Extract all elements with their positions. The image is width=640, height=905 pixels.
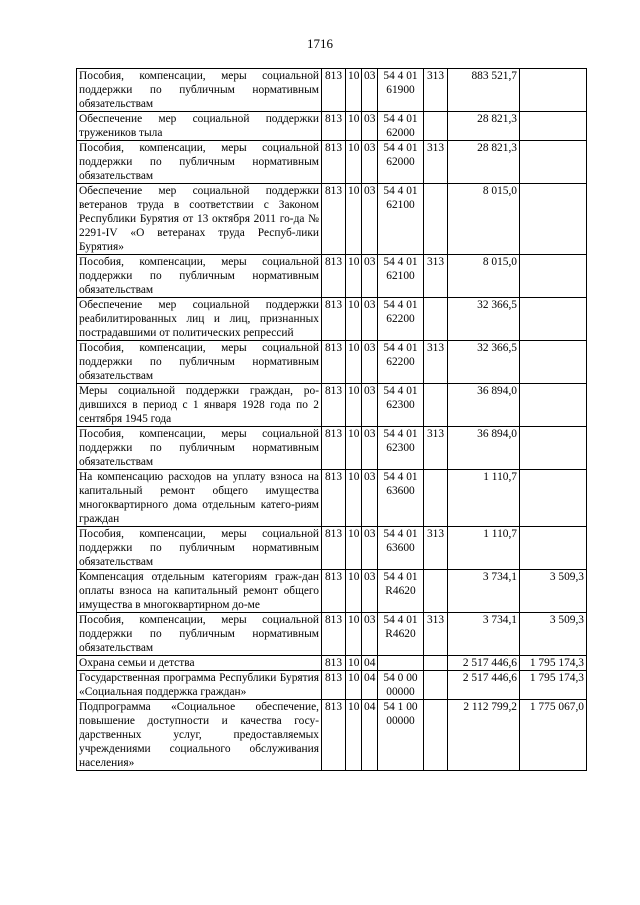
row-name: Государственная программа Республики Бурятия «Социальная поддержка граждан»	[77, 671, 322, 700]
target-article-code: 54 4 01 62200	[378, 298, 424, 341]
row-name: Пособия, компенсации, меры социальной поддержки по публичным нормативным обязательствам	[77, 141, 322, 184]
section-code: 10	[346, 184, 362, 255]
subsection-code: 03	[362, 69, 378, 112]
budget-table	[76, 68, 587, 771]
row-name: Меры социальной поддержки граждан, ро-дившихся в период с 1 января 1928 года по 2 сентября 1945 года	[77, 384, 322, 427]
table-row	[77, 613, 587, 656]
section-code: 10	[346, 470, 362, 527]
amount-total: 883 521,7	[448, 69, 520, 112]
table-row	[77, 112, 587, 141]
amount-total: 28 821,3	[448, 112, 520, 141]
table-row	[77, 184, 587, 255]
subsection-code: 03	[362, 184, 378, 255]
table-row	[77, 141, 587, 184]
table-row	[77, 298, 587, 341]
table-row	[77, 427, 587, 470]
subsection-code: 03	[362, 298, 378, 341]
row-name: Пособия, компенсации, меры социальной поддержки по публичным нормативным обязательствам	[77, 613, 322, 656]
table-row	[77, 570, 587, 613]
page-number: 1716	[307, 36, 333, 51]
row-name: Пособия, компенсации, меры социальной поддержки по публичным нормативным обязательствам	[77, 427, 322, 470]
expense-type-code	[424, 298, 448, 341]
row-name: Пособия, компенсации, меры социальной поддержки по публичным нормативным обязательствам	[77, 527, 322, 570]
amount-federal	[520, 69, 587, 112]
section-code: 10	[346, 613, 362, 656]
row-name: Пособия, компенсации, меры социальной поддержки по публичным нормативным обязательствам	[77, 69, 322, 112]
subsection-code: 03	[362, 470, 378, 527]
ministry-code: 813	[322, 384, 346, 427]
subsection-code: 03	[362, 427, 378, 470]
amount-total: 2 517 446,6	[448, 671, 520, 700]
table-row	[77, 69, 587, 112]
expense-type-code	[424, 470, 448, 527]
target-article-code: 54 4 01 61900	[378, 69, 424, 112]
expense-type-code	[424, 384, 448, 427]
expense-type-code: 313	[424, 613, 448, 656]
target-article-code: 54 4 01 R4620	[378, 570, 424, 613]
section-code: 10	[346, 527, 362, 570]
row-name: Пособия, компенсации, меры социальной поддержки по публичным нормативным обязательствам	[77, 341, 322, 384]
subsection-code: 03	[362, 570, 378, 613]
ministry-code: 813	[322, 69, 346, 112]
ministry-code: 813	[322, 255, 346, 298]
row-name: Обеспечение мер социальной поддержки ветеранов труда в соответствии с Законом Республики Бурятия от 13 октября 2011 го-да № 2291-IV «О ветеранах труда Респуб-лики Бурятия»	[77, 184, 322, 255]
ministry-code: 813	[322, 613, 346, 656]
table-body	[77, 69, 587, 771]
subsection-code: 03	[362, 384, 378, 427]
subsection-code: 04	[362, 656, 378, 671]
target-article-code: 54 1 00 00000	[378, 700, 424, 771]
subsection-code: 03	[362, 613, 378, 656]
amount-total: 1 110,7	[448, 527, 520, 570]
ministry-code: 813	[322, 700, 346, 771]
table-row	[77, 384, 587, 427]
expense-type-code	[424, 671, 448, 700]
amount-federal	[520, 112, 587, 141]
section-code: 10	[346, 112, 362, 141]
table-row	[77, 527, 587, 570]
amount-federal	[520, 470, 587, 527]
amount-federal: 3 509,3	[520, 613, 587, 656]
expense-type-code	[424, 656, 448, 671]
table-row	[77, 700, 587, 771]
subsection-code: 03	[362, 527, 378, 570]
subsection-code: 03	[362, 341, 378, 384]
amount-federal	[520, 341, 587, 384]
ministry-code: 813	[322, 570, 346, 613]
row-name: Пособия, компенсации, меры социальной поддержки по публичным нормативным обязательствам	[77, 255, 322, 298]
amount-total: 36 894,0	[448, 384, 520, 427]
amount-total: 8 015,0	[448, 184, 520, 255]
ministry-code: 813	[322, 470, 346, 527]
expense-type-code: 313	[424, 427, 448, 470]
amount-federal: 1 795 174,3	[520, 671, 587, 700]
table-row	[77, 656, 587, 671]
target-article-code: 54 4 01 62000	[378, 112, 424, 141]
amount-federal: 1 795 174,3	[520, 656, 587, 671]
section-code: 10	[346, 656, 362, 671]
expense-type-code	[424, 112, 448, 141]
amount-federal: 3 509,3	[520, 570, 587, 613]
amount-total: 32 366,5	[448, 298, 520, 341]
target-article-code	[378, 656, 424, 671]
ministry-code: 813	[322, 112, 346, 141]
row-name: Обеспечение мер социальной поддержки реабилитированных лиц и лиц, признанных пострадавшими от политических репрессий	[77, 298, 322, 341]
amount-total: 2 517 446,6	[448, 656, 520, 671]
amount-federal	[520, 298, 587, 341]
amount-total: 2 112 799,2	[448, 700, 520, 771]
section-code: 10	[346, 141, 362, 184]
section-code: 10	[346, 700, 362, 771]
subsection-code: 04	[362, 671, 378, 700]
expense-type-code	[424, 700, 448, 771]
amount-total: 36 894,0	[448, 427, 520, 470]
table-row	[77, 671, 587, 700]
section-code: 10	[346, 298, 362, 341]
ministry-code: 813	[322, 527, 346, 570]
expense-type-code: 313	[424, 69, 448, 112]
expense-type-code: 313	[424, 341, 448, 384]
amount-federal	[520, 384, 587, 427]
expense-type-code	[424, 184, 448, 255]
table-row	[77, 255, 587, 298]
row-name: Обеспечение мер социальной поддержки тружеников тыла	[77, 112, 322, 141]
amount-total: 1 110,7	[448, 470, 520, 527]
target-article-code: 54 0 00 00000	[378, 671, 424, 700]
ministry-code: 813	[322, 184, 346, 255]
amount-total: 28 821,3	[448, 141, 520, 184]
subsection-code: 03	[362, 255, 378, 298]
section-code: 10	[346, 671, 362, 700]
row-name: На компенсацию расходов на уплату взноса на капитальный ремонт общего имущества многоквартирного дома отдельным катего-риям граждан	[77, 470, 322, 527]
table-row	[77, 341, 587, 384]
amount-total: 32 366,5	[448, 341, 520, 384]
amount-federal	[520, 184, 587, 255]
expense-type-code: 313	[424, 527, 448, 570]
target-article-code: 54 4 01 R4620	[378, 613, 424, 656]
target-article-code: 54 4 01 63600	[378, 527, 424, 570]
target-article-code: 54 4 01 62200	[378, 341, 424, 384]
amount-federal	[520, 255, 587, 298]
target-article-code: 54 4 01 62300	[378, 427, 424, 470]
ministry-code: 813	[322, 341, 346, 384]
target-article-code: 54 4 01 62300	[378, 384, 424, 427]
target-article-code: 54 4 01 62000	[378, 141, 424, 184]
expense-type-code: 313	[424, 141, 448, 184]
section-code: 10	[346, 255, 362, 298]
amount-federal	[520, 141, 587, 184]
row-name: Подпрограмма «Социальное обеспечение, повышение доступности и качества госу-дарственных услуг, предоставляемых учреждениями социального обслуживания населения»	[77, 700, 322, 771]
target-article-code: 54 4 01 62100	[378, 255, 424, 298]
subsection-code: 04	[362, 700, 378, 771]
section-code: 10	[346, 427, 362, 470]
amount-total: 3 734,1	[448, 613, 520, 656]
subsection-code: 03	[362, 112, 378, 141]
ministry-code: 813	[322, 656, 346, 671]
expense-type-code: 313	[424, 255, 448, 298]
row-name: Охрана семьи и детства	[77, 656, 322, 671]
amount-federal	[520, 427, 587, 470]
ministry-code: 813	[322, 298, 346, 341]
section-code: 10	[346, 69, 362, 112]
target-article-code: 54 4 01 62100	[378, 184, 424, 255]
amount-total: 3 734,1	[448, 570, 520, 613]
expense-type-code	[424, 570, 448, 613]
amount-total: 8 015,0	[448, 255, 520, 298]
ministry-code: 813	[322, 141, 346, 184]
section-code: 10	[346, 384, 362, 427]
section-code: 10	[346, 570, 362, 613]
ministry-code: 813	[322, 427, 346, 470]
table-row	[77, 470, 587, 527]
target-article-code: 54 4 01 63600	[378, 470, 424, 527]
row-name: Компенсация отдельным категориям граж-дан оплаты взноса на капитальный ремонт общего имущества в многоквартирном до-ме	[77, 570, 322, 613]
section-code: 10	[346, 341, 362, 384]
subsection-code: 03	[362, 141, 378, 184]
amount-federal: 1 775 067,0	[520, 700, 587, 771]
ministry-code: 813	[322, 671, 346, 700]
amount-federal	[520, 527, 587, 570]
